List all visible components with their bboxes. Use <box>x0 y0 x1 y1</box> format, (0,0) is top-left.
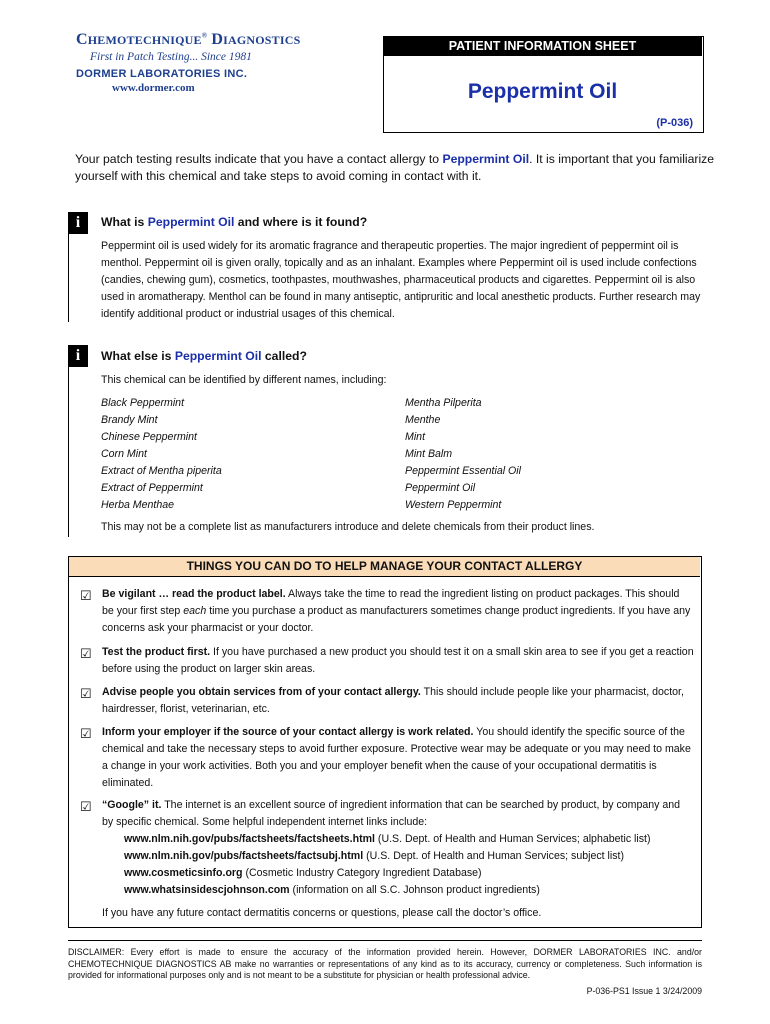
link-item <box>124 831 699 848</box>
synonym-item: Extract of Peppermint <box>101 482 203 494</box>
checkbox-icon: ☑ <box>80 799 92 814</box>
heading-text: What is <box>101 215 148 229</box>
tip-text: If you have purchased a new product you should test it on a small skin area to see if you get a reaction before using the product on larger skin areas. <box>102 646 694 675</box>
heading-text: and where is it found? <box>234 215 368 229</box>
logo-text-part: HEMOTECHNIQUE <box>87 33 202 47</box>
tip-heading: “Google” it. <box>102 799 162 811</box>
tip-heading: Advise people you obtain services from of your contact allergy. <box>102 686 421 698</box>
logo-lab-name: DORMER LABORATORIES INC. <box>76 68 248 80</box>
tip-heading: Inform your employer if the source of your contact allergy is work related. <box>102 726 474 738</box>
logo-company-name <box>76 31 300 49</box>
intro-chemical-name: Peppermint Oil <box>442 152 530 166</box>
intro-paragraph <box>75 151 715 185</box>
resource-link[interactable]: www.nlm.nih.gov/pubs/factsheets/factsubj.html <box>124 850 364 862</box>
logo-text-part: D <box>207 31 224 48</box>
link-description: (U.S. Dept. of Health and Human Services; subject list) <box>363 850 625 862</box>
section-heading <box>101 215 367 229</box>
section-body: Peppermint oil is used widely for its aromatic fragrance and therapeutic properties. The major ingredient of peppermint oil is menthol. Peppermint oil is given orally, topically and as an inhalant. Examples where Peppermint oil is used include confections (candies, chewing gum), cosmetics, toothpastes, mouthwashes, pharmaceutical products and cigarettes. Peppermint oil is also used in aromatherapy. Menthol can be found in many antiseptic, antipruritic and local anesthetic products. Further research may identify additional product or industrial usages of this chemical. <box>101 240 701 320</box>
synonym-item: Menthe <box>405 414 441 426</box>
synonym-item: Mint <box>405 431 426 443</box>
disclaimer: DISCLAIMER: Every effort is made to ensure the accuracy of the information provided herein. However, DORMER LABORATORIES INC. and/or CHEMOTECHNIQUE DIAGNOSTICS AB make no warranties or representations of any kind as to its accuracy, currency or completeness. Such information is provided for informational purposes only and is not meant to be a substitute for physician or health professional advice. <box>68 947 702 980</box>
synonym-item: Herba Menthae <box>101 499 175 511</box>
synonym-item: Black Peppermint <box>101 397 185 409</box>
intro-text: Your patch testing results indicate that you have a contact allergy to <box>75 152 443 166</box>
link-item <box>124 865 699 882</box>
tip-text: You should identify the specific source of the chemical and take the necessary steps to avoid further exposure. Protective wear may be adequate or you may need to make a change in your work activities. Both you and your employer benefit when the cause of your occupational dermatitis is eliminated. <box>102 726 691 789</box>
link-description: (U.S. Dept. of Health and Human Services; alphabetic list) <box>374 833 651 845</box>
section-rule <box>68 234 69 322</box>
section-heading <box>101 349 307 363</box>
logo-website: www.dormer.com <box>112 82 195 94</box>
chemical-title: Peppermint Oil <box>467 80 618 103</box>
checkbox-icon: ☑ <box>80 646 92 661</box>
synonym-item: Peppermint Oil <box>405 482 476 494</box>
resource-link[interactable]: www.cosmeticsinfo.org <box>124 867 243 879</box>
logo-text-part: C <box>76 31 88 48</box>
tips-heading: THINGS YOU CAN DO TO HELP MANAGE YOUR CONTACT ALLERGY <box>69 557 700 577</box>
logo-text-part: IAGNOSTICS <box>223 33 301 47</box>
synonym-item: Western Peppermint <box>405 499 502 511</box>
synonym-item: Corn Mint <box>101 448 147 460</box>
resource-link[interactable]: www.whatsinsidescjohnson.com <box>124 884 290 896</box>
intro-text: . It is important that you familiarize yourself with this chemical and take steps to avoid coming in contact with it. <box>75 152 715 183</box>
tip-item <box>102 724 694 792</box>
synonyms-lead: This chemical can be identified by different names, including: <box>101 374 387 386</box>
tip-emphasis: each <box>183 605 207 617</box>
synonym-item: Chinese Peppermint <box>101 431 197 443</box>
tip-item <box>102 797 694 831</box>
checkbox-icon: ☑ <box>80 686 92 701</box>
synonyms-note: This may not be a complete list as manufacturers introduce and delete chemicals from their product lines. <box>101 521 595 533</box>
heading-text: called? <box>261 349 307 363</box>
checkbox-icon: ☑ <box>80 588 92 603</box>
tip-item <box>102 684 694 718</box>
info-icon: i <box>68 212 88 234</box>
synonyms-left-column <box>101 395 381 514</box>
link-item <box>124 882 699 899</box>
tip-item <box>102 644 694 678</box>
logo-registered-mark: ® <box>201 31 208 40</box>
closing-note: If you have any future contact dermatitis concerns or questions, please call the doctor’s office. <box>102 907 542 919</box>
divider <box>68 940 702 941</box>
tip-item <box>102 586 694 637</box>
link-description: (Cosmetic Industry Category Ingredient Database) <box>242 867 482 879</box>
link-description: (information on all S.C. Johnson product ingredients) <box>289 884 540 896</box>
link-list <box>124 831 699 899</box>
synonym-item: Extract of Mentha piperita <box>101 465 222 477</box>
chemical-code: (P-036) <box>656 117 693 129</box>
tip-heading: Test the product first. <box>102 646 211 658</box>
tip-text: The internet is an excellent source of ingredient information that can be searched by product, by company and by specific chemical. Some helpful independent internet links include: <box>102 799 681 828</box>
synonyms-right-column <box>405 395 685 514</box>
link-item <box>124 848 699 865</box>
section-rule <box>68 367 69 537</box>
heading-chemical-name: Peppermint Oil <box>174 349 262 363</box>
synonym-item: Peppermint Essential Oil <box>405 465 521 477</box>
info-icon: i <box>68 345 88 367</box>
tip-text: Always take the time to read the ingredient listing on product packages. This should be your first step <box>102 588 680 617</box>
synonym-item: Mentha Pilperita <box>405 397 482 409</box>
sheet-type-banner: PATIENT INFORMATION SHEET <box>383 36 702 56</box>
tip-heading: Be vigilant … read the product label. <box>102 588 286 600</box>
heading-chemical-name: Peppermint Oil <box>147 215 235 229</box>
heading-text: What else is <box>101 349 175 363</box>
logo-tagline: First in Patch Testing... Since 1981 <box>90 51 252 63</box>
tip-text: This should include people like your pharmacist, doctor, hairdresser, florist, veterinarian, etc. <box>102 686 684 715</box>
resource-link[interactable]: www.nlm.nih.gov/pubs/factsheets/factsheets.html <box>124 833 375 845</box>
synonym-item: Mint Balm <box>405 448 453 460</box>
document-code: P-036-PS1 Issue 1 3/24/2009 <box>586 986 702 996</box>
checkbox-icon: ☑ <box>80 726 92 741</box>
synonym-item: Brandy Mint <box>101 414 158 426</box>
tip-text: time you purchase a product as manufacturers sometimes change product ingredients. If you have any concerns ask your pharmacist or your doctor. <box>102 605 691 634</box>
